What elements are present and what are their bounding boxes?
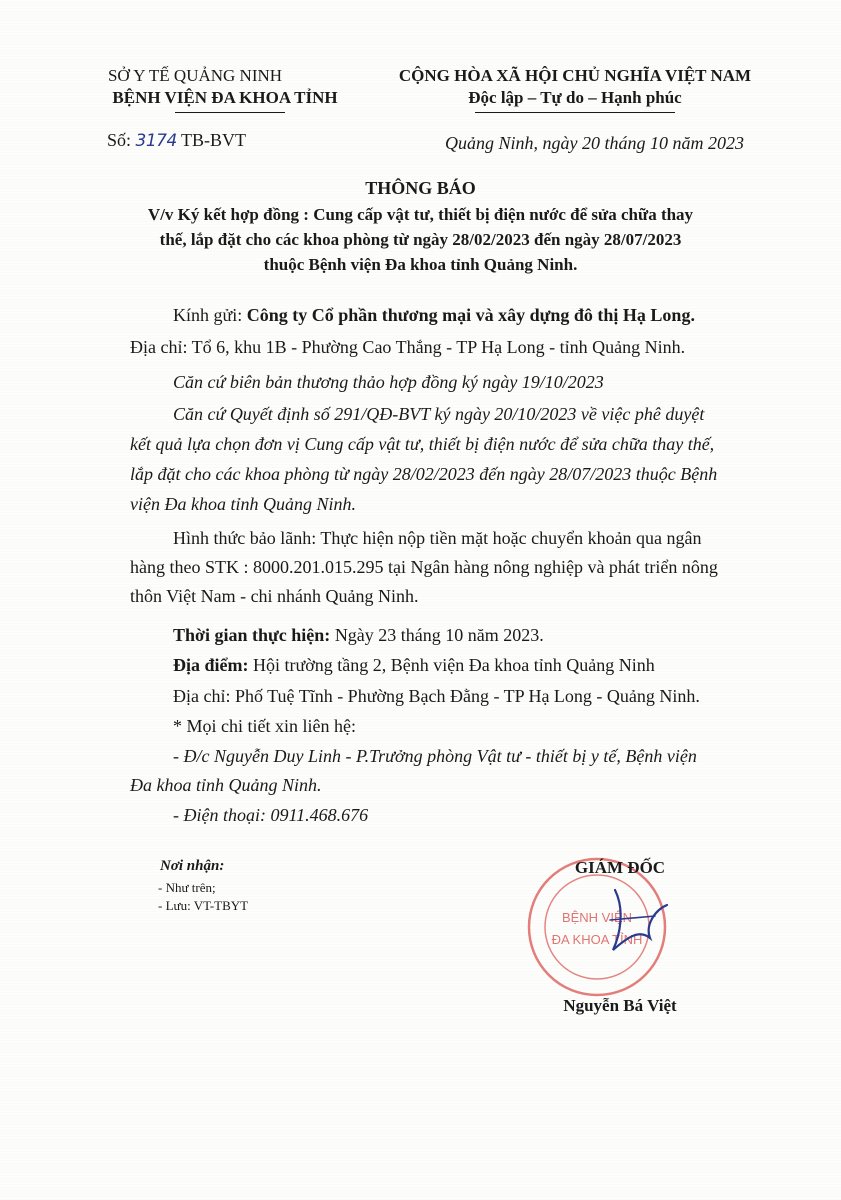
recipients-item-2: - Lưu: VT-TBYT <box>158 898 249 913</box>
time-value: Ngày 23 tháng 10 năm 2023. <box>334 625 544 645</box>
basis-2-line-4: viện Đa khoa tỉnh Quảng Ninh. <box>130 494 356 514</box>
contact-line-1: - Đ/c Nguyễn Duy Linh - P.Trưởng phòng Vật tư - thiết bị y tế, Bệnh viện <box>173 746 697 766</box>
recipient-address: Địa chỉ: Tổ 6, khu 1B - Phường Cao Thắng - TP Hạ Long - tỉnh Quảng Ninh. <box>130 337 686 357</box>
venue <box>173 655 655 676</box>
basis-2-line-1: Căn cứ Quyết định số 291/QĐ-BVT ký ngày 20/10/2023 về việc phê duyệt <box>173 404 705 424</box>
guarantee-line-1: Hình thức bảo lãnh: Thực hiện nộp tiền mặt hoặc chuyển khoản qua ngân <box>173 528 702 548</box>
handwritten-number: 3174 <box>135 131 177 151</box>
subject-line-2: thế, lắp đặt cho các khoa phòng từ ngày 28/02/2023 đến ngày 28/07/2023 <box>159 230 682 249</box>
country-name: CỘNG HÒA XÃ HỘI CHỦ NGHĨA VIỆT NAM <box>398 66 752 85</box>
contact-intro: * Mọi chi tiết xin liên hệ: <box>173 716 356 736</box>
signer-name: Nguyễn Bá Việt <box>563 996 677 1015</box>
time-label: Thời gian thực hiện: <box>173 625 331 645</box>
subject-line-1: V/v Ký kết hợp đồng : Cung cấp vật tư, thiết bị điện nước để sửa chữa thay <box>147 205 694 224</box>
signature <box>595 880 675 970</box>
recipient-name: Công ty Cổ phần thương mại và xây dựng đô thị Hạ Long. <box>246 305 695 325</box>
recipients-label: Nơi nhận: <box>160 858 225 874</box>
document-number: Số: 3174 TB-BVT <box>107 130 246 151</box>
signer-title: GIÁM ĐỐC <box>574 858 666 877</box>
stamp-text-2: ĐA KHOA TỈNH <box>551 932 643 947</box>
subject-line-3: thuộc Bệnh viện Đa khoa tỉnh Quảng Ninh. <box>263 255 578 274</box>
stamp-text-1: BỆNH VIỆN <box>561 910 633 925</box>
national-motto: Độc lập – Tự do – Hạnh phúc <box>468 88 682 107</box>
basis-2-line-2: kết quả lựa chọn đơn vị Cung cấp vật tư, thiết bị điện nước để sửa chữa thay thế, <box>130 434 715 454</box>
motto-underline <box>475 112 675 113</box>
ministry-name: SỞ Y TẾ QUẢNG NINH <box>107 66 283 85</box>
contact-line-2: Đa khoa tỉnh Quảng Ninh. <box>130 775 322 795</box>
hospital-underline <box>175 112 285 113</box>
contact-phone: - Điện thoại: 0911.468.676 <box>173 805 369 825</box>
guarantee-line-3: thôn Việt Nam - chi nhánh Quảng Ninh. <box>130 586 419 606</box>
venue-label: Địa điểm: <box>173 655 249 675</box>
venue-address: Địa chỉ: Phố Tuệ Tĩnh - Phường Bạch Đằng - TP Hạ Long - Quảng Ninh. <box>173 686 700 706</box>
hospital-name: BỆNH VIỆN ĐA KHOA TỈNH <box>112 88 338 107</box>
venue-value: Hội trường tầng 2, Bệnh viện Đa khoa tỉnh Quảng Ninh <box>253 655 655 675</box>
execution-time <box>173 625 544 646</box>
document-heading: THÔNG BÁO <box>365 178 476 198</box>
guarantee-line-2: hàng theo STK : 8000.201.015.295 tại Ngân hàng nông nghiệp và phát triển nông <box>130 557 718 577</box>
recipient-label: Kính gửi: <box>173 305 243 325</box>
recipient <box>173 305 695 326</box>
recipients-item-1: - Như trên; <box>158 880 216 895</box>
place-date: Quảng Ninh, ngày 20 tháng 10 năm 2023 <box>445 133 744 153</box>
basis-1: Căn cứ biên bản thương thảo hợp đồng ký ngày 19/10/2023 <box>173 372 604 392</box>
basis-2-line-3: lắp đặt cho các khoa phòng từ ngày 28/02/2023 đến ngày 28/07/2023 thuộc Bệnh <box>130 464 718 484</box>
